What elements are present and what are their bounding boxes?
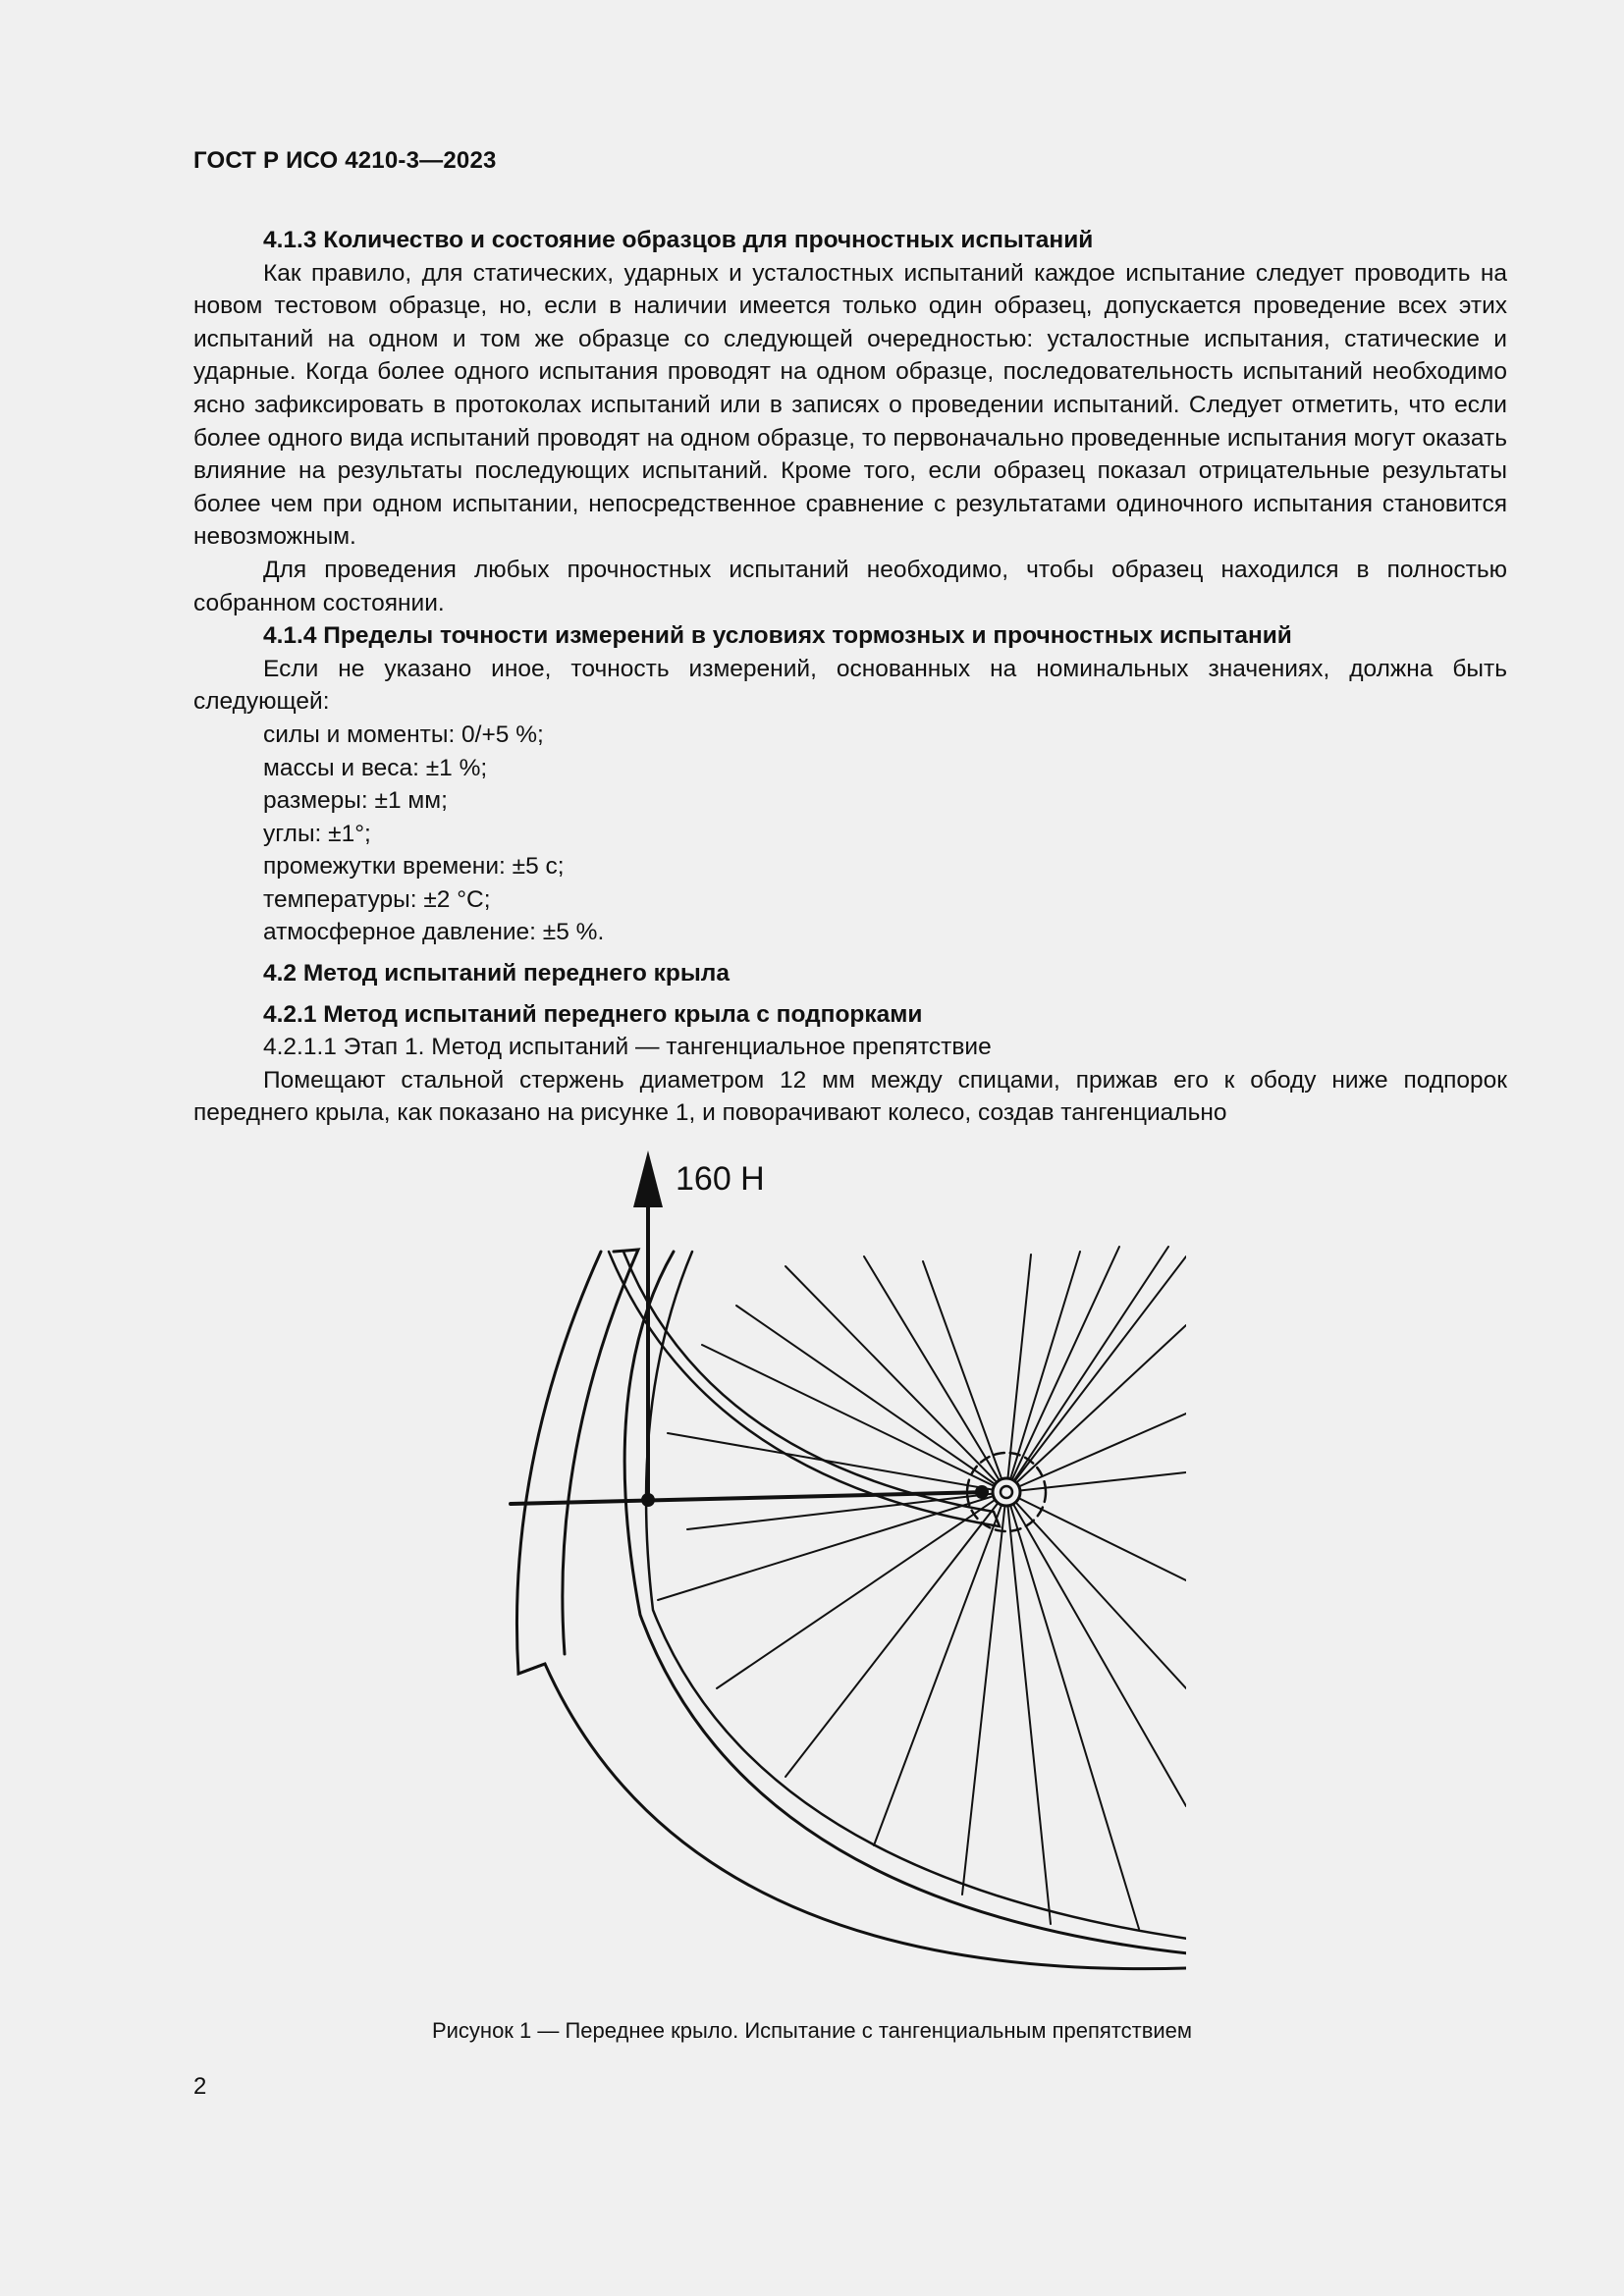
list-item: атмосферное давление: ±5 %. — [263, 919, 605, 946]
list-item: температуры: ±2 °С; — [263, 885, 491, 913]
force-arrow-head — [633, 1150, 663, 1207]
spokes — [658, 1247, 1186, 1929]
list-item: углы: ±1°; — [263, 820, 371, 847]
section-4-1-4-title: 4.1.4 Пределы точности измерений в условиях тормозных и прочностных испытаний — [263, 622, 1292, 650]
wheel-fender-figure — [491, 1139, 1208, 1983]
fender-end-edge — [518, 1664, 545, 1674]
rim-inner — [646, 1252, 1188, 1939]
body-text — [193, 224, 1507, 1130]
section-4-2-1-1-title: 4.2.1.1 Этап 1. Метод испытаний — тангенциальное препятствие — [263, 1034, 992, 1061]
document-header: ГОСТ Р ИСО 4210-3—2023 — [193, 147, 497, 174]
section-4-1-3-paragraph-1: Как правило, для статических, ударных и усталостных испытаний каждое испытание следует проводить на новом тестовом образце, но, если в наличии имеется только один образец, допускается проведение всех этих испытаний на одном и том же образце со следующей очередностью: усталостные испытания, статические и ударные. Когда более одного испытания проводят на одном образце, последовательность испытаний необходимо ясно зафиксировать в протоколах испытаний или в записях о проведении испытаний. Следует отметить, что если более одного вида испытаний проводят на одном образце, то первоначально проведенные испытания могут оказать влияние на результаты последующих испытаний. Кроме того, если образец показал отрицательные результаты более чем при одном испытании, непосредственное сравнение с результатами одиночного испытания становится невозможным. — [193, 259, 1507, 551]
figure-caption: Рисунок 1 — Переднее крыло. Испытание с тангенциальным препятствием — [431, 2018, 1193, 2043]
section-4-2-title: 4.2 Метод испытаний переднего крыла — [263, 960, 730, 988]
bar-end-point — [975, 1485, 989, 1499]
section-4-1-3-title: 4.1.3 Количество и состояние образцов для прочностных испытаний — [263, 227, 1094, 253]
fender-inner-edge — [563, 1250, 638, 1654]
fork-blade — [609, 1252, 1000, 1526]
list-item: размеры: ±1 мм; — [263, 787, 448, 815]
page-number: 2 — [193, 2073, 207, 2100]
section-4-1-3-paragraph-2: Для проведения любых прочностных испытаний необходимо, чтобы образец находился в полностью собранном состоянии. — [193, 556, 1507, 616]
tire-outer — [624, 1252, 1188, 1953]
fender-outer-edge — [516, 1252, 1188, 1969]
list-item: промежутки времени: ±5 с; — [263, 853, 565, 881]
hub-axle-inner — [1001, 1486, 1012, 1498]
list-item: массы и веса: ±1 %; — [263, 754, 488, 781]
section-4-2-1-1-paragraph: Помещают стальной стержень диаметром 12 мм между спицами, прижав его к ободу ниже подпорок переднего крыла, как показано на рисунке 1, и поворачивают колесо, создав тангенциально — [193, 1066, 1507, 1127]
force-label: 160 Н — [676, 1160, 765, 1198]
section-4-1-4-intro: Если не указано иное, точность измерений, основанных на номинальных значениях, должна быть следующей: — [193, 655, 1507, 716]
list-item: силы и моменты: 0/+5 %; — [263, 721, 544, 748]
section-4-2-1-title: 4.2.1 Метод испытаний переднего крыла с подпорками — [263, 1000, 923, 1028]
